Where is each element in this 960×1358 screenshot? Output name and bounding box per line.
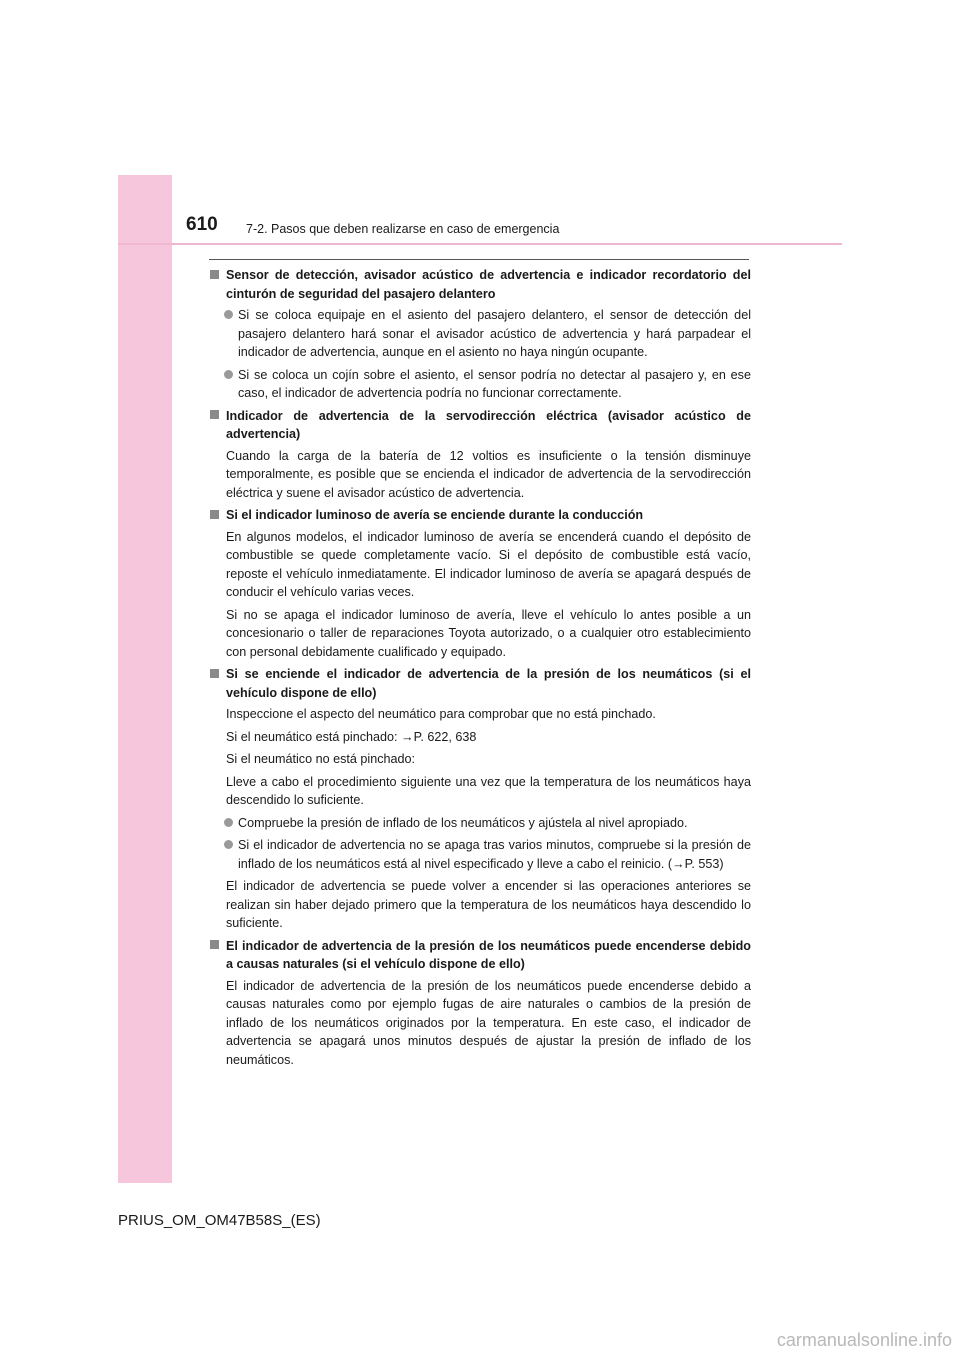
bullet-item <box>209 836 751 873</box>
section-heading <box>209 266 751 303</box>
paragraph <box>209 877 751 933</box>
body-text: Inspeccione el aspecto del neumático para comprobar que no está pinchado. <box>226 707 656 721</box>
paragraph <box>209 773 751 810</box>
paragraph <box>209 447 751 503</box>
paragraph <box>209 606 751 662</box>
section-title: 7-2. Pasos que deben realizarse en caso de emergencia <box>246 222 560 236</box>
body-text: Si el neumático está pinchado: →P. 622, 638 <box>226 729 477 744</box>
document-body <box>209 266 751 1073</box>
paragraph <box>209 750 751 769</box>
bullet-item <box>209 366 751 403</box>
body-text: Si el indicador de advertencia no se apaga tras varios minutos, compruebe si la presión de inflado de los neumáticos está al nivel especificado y lleve a cabo el reinicio. (→P. 553) <box>238 838 751 871</box>
note-section <box>209 506 751 661</box>
body-text: El indicador de advertencia se puede volver a encender si las operaciones anteriores se realizan sin haber dejado primero que la temperatura de los neumáticos haya descendido lo suficiente. <box>226 879 751 930</box>
circle-bullet-icon <box>224 310 233 319</box>
bullet-item <box>209 306 751 362</box>
square-bullet-icon <box>210 669 219 678</box>
content-divider <box>209 259 749 260</box>
body-text: Lleve a cabo el procedimiento siguiente una vez que la temperatura de los neumáticos haya descendido lo suficiente. <box>226 774 751 807</box>
circle-bullet-icon <box>224 818 233 827</box>
section-heading <box>209 665 751 702</box>
section-heading-text: Si el indicador luminoso de avería se enciende durante la conducción <box>226 508 644 522</box>
note-section <box>209 266 751 403</box>
section-heading <box>209 407 751 444</box>
section-heading-text: Si se enciende el indicador de advertencia de la presión de los neumáticos (si el vehículo dispone de ello) <box>226 667 751 700</box>
note-section <box>209 937 751 1070</box>
document-code: PRIUS_OM_OM47B58S_(ES) <box>118 1212 321 1229</box>
header-divider <box>118 243 842 245</box>
paragraph <box>209 977 751 1070</box>
circle-bullet-icon <box>224 370 233 379</box>
paragraph <box>209 728 751 747</box>
square-bullet-icon <box>210 270 219 279</box>
body-text: Si no se apaga el indicador luminoso de avería, lleve el vehículo lo antes posible a un concesionario o taller de reparaciones Toyota autorizado, o a cualquier otro establecimiento con personal debidamente cualificado y equipado. <box>226 607 751 659</box>
section-heading <box>209 506 751 525</box>
watermark: carmanualsonline.info <box>776 1330 952 1350</box>
body-text: El indicador de advertencia de la presión de los neumáticos puede encenderse debido a causas naturales como por ejemplo fugas de aire naturales o cambios de la presión de inflado de los neumáticos originados por la temperatura. En este caso, el indicador de advertencia se apagará unos minutos después de ajustar la presión de inflado de los neumáticos. <box>226 978 751 1067</box>
page-number: 610 <box>186 214 218 235</box>
body-text: Cuando la carga de la batería de 12 voltios es insuficiente o la tensión disminuye temporalmente, es posible que se encienda el indicador de advertencia de la servodirección eléctrica y suene el avisador acústico de advertencia. <box>226 448 751 500</box>
circle-bullet-icon <box>224 840 233 849</box>
section-heading-text: Indicador de advertencia de la servodirección eléctrica (avisador acústico de advertencia) <box>226 408 751 441</box>
body-text: En algunos modelos, el indicador luminoso de avería se encenderá cuando el depósito de combustible se quede completamente vacío. Si el depósito de combustible está vacío, reposte el vehículo inmediatamente. El indicador luminoso de avería se apagará después de conducir el vehículo varias veces. <box>226 529 751 599</box>
paragraph <box>209 528 751 602</box>
paragraph <box>209 705 751 724</box>
section-heading-text: Sensor de detección, avisador acústico de advertencia e indicador recordatorio del cinturón de seguridad del pasajero delantero <box>226 268 751 301</box>
square-bullet-icon <box>210 410 219 419</box>
section-heading <box>209 937 751 974</box>
body-text: Si se coloca un cojín sobre el asiento, el sensor podría no detectar al pasajero y, en ese caso, el indicador de advertencia podría no funcionar correctamente. <box>238 367 751 400</box>
square-bullet-icon <box>210 510 219 519</box>
body-text: Si el neumático no está pinchado: <box>226 752 416 766</box>
sidebar-color-bar <box>118 175 172 1183</box>
bullet-item <box>209 814 751 833</box>
note-section <box>209 407 751 503</box>
square-bullet-icon <box>210 940 219 949</box>
body-text: Si se coloca equipaje en el asiento del pasajero delantero, el sensor de detección del pasajero delantero hará sonar el avisador acústico de advertencia y hará parpadear el indicador de advertencia, aunque en el asiento no haya ningún ocupante. <box>238 308 751 359</box>
note-section <box>209 665 751 933</box>
body-text: Compruebe la presión de inflado de los neumáticos y ajústela al nivel apropiado. <box>238 815 688 830</box>
section-heading-text: El indicador de advertencia de la presión de los neumáticos puede encenderse debido a causas naturales (si el vehículo dispone de ello) <box>226 938 751 971</box>
